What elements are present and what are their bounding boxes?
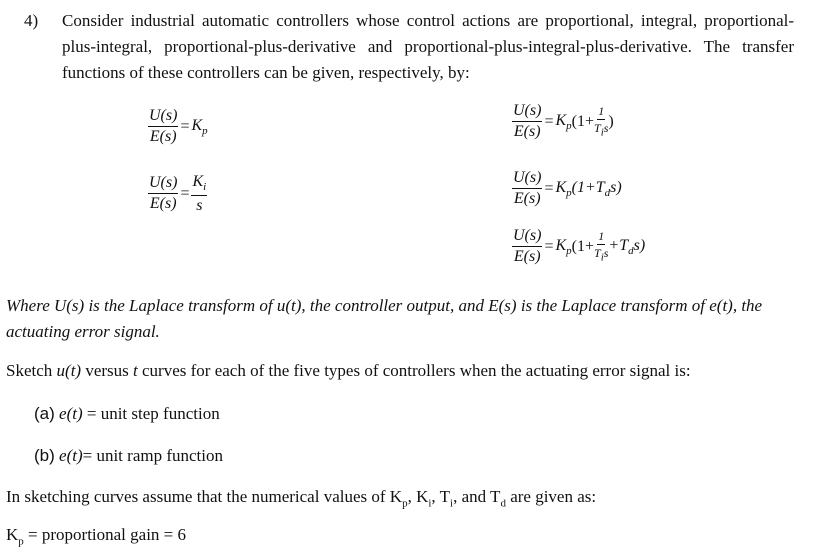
item-b: (b) e(t)= unit ramp function xyxy=(34,446,223,465)
eq-i-rhs-fraction: $\frac{K_i}{s}$ xyxy=(192,173,207,214)
eq-proportional: $\frac{U(s)}{E(s)}$ = $K_p$ xyxy=(149,107,208,145)
eq-i-fraction: $\frac{U(s)}{E(s)}$ xyxy=(149,174,178,213)
item-b-label: (b) xyxy=(34,446,55,465)
problem-number: 4) xyxy=(24,11,39,30)
assume-line: In sketching curves assume that the numerical values of $K_p$, $K_i$, $T_i$, and $T_d$ are given as: xyxy=(6,487,597,510)
problem-statement xyxy=(24,8,794,86)
item-a-label: (a) xyxy=(34,404,55,423)
sketch-instruction: Sketch u(t) versus t curves for each of the five types of controllers when the actuating error signal is: xyxy=(6,361,691,380)
where-paragraph: Where U(s) is the Laplace transform of u(t), the controller output, and E(s) is the Laplace transform of e(t), the actuating error signal. xyxy=(6,296,763,341)
eq-pi-inner-fraction: $\frac{1}{T_is}$ xyxy=(594,104,609,139)
kp-value-line: $K_p$ = proportional gain = 6 xyxy=(6,525,187,548)
eq-p-fraction: $\frac{U(s)}{E(s)}$ xyxy=(149,107,178,145)
eq-proportional-integral: $\frac{U(s)}{E(s)}$ = $K_p$ (1+ $\frac{1}{T_is}$ ) xyxy=(513,102,614,140)
eq-integral: $\frac{U(s)}{E(s)}$ = $\frac{K_i}{s}$ xyxy=(149,173,207,214)
eq-proportional-derivative: $\frac{U(s)}{E(s)}$ = $K_p$ $(1+T_ds)$ xyxy=(513,169,622,207)
eq-pd-fraction: $\frac{U(s)}{E(s)}$ xyxy=(513,169,542,207)
problem-text: Consider industrial automatic controllers whose control actions are proportional, integral, proportional-plus-integral, proportional-plus-derivative and proportional-plus-integral-plus-derivative. The transfer functions of these controllers can be given, respectively, by: xyxy=(62,11,794,82)
eq-pid-inner-fraction: $\frac{1}{T_is}$ xyxy=(594,229,609,264)
eq-proportional-integral-derivative: $\frac{U(s)}{E(s)}$ = $K_p$ (1+ $\frac{1}{T_is}$ $+T_ds$) xyxy=(513,227,646,265)
item-a: (a) e(t) = unit step function xyxy=(34,404,220,423)
eq-p-rhs: $K_p$ xyxy=(191,116,208,137)
eq-pid-fraction: $\frac{U(s)}{E(s)}$ xyxy=(513,227,542,265)
eq-pi-fraction: $\frac{U(s)}{E(s)}$ xyxy=(513,102,542,140)
